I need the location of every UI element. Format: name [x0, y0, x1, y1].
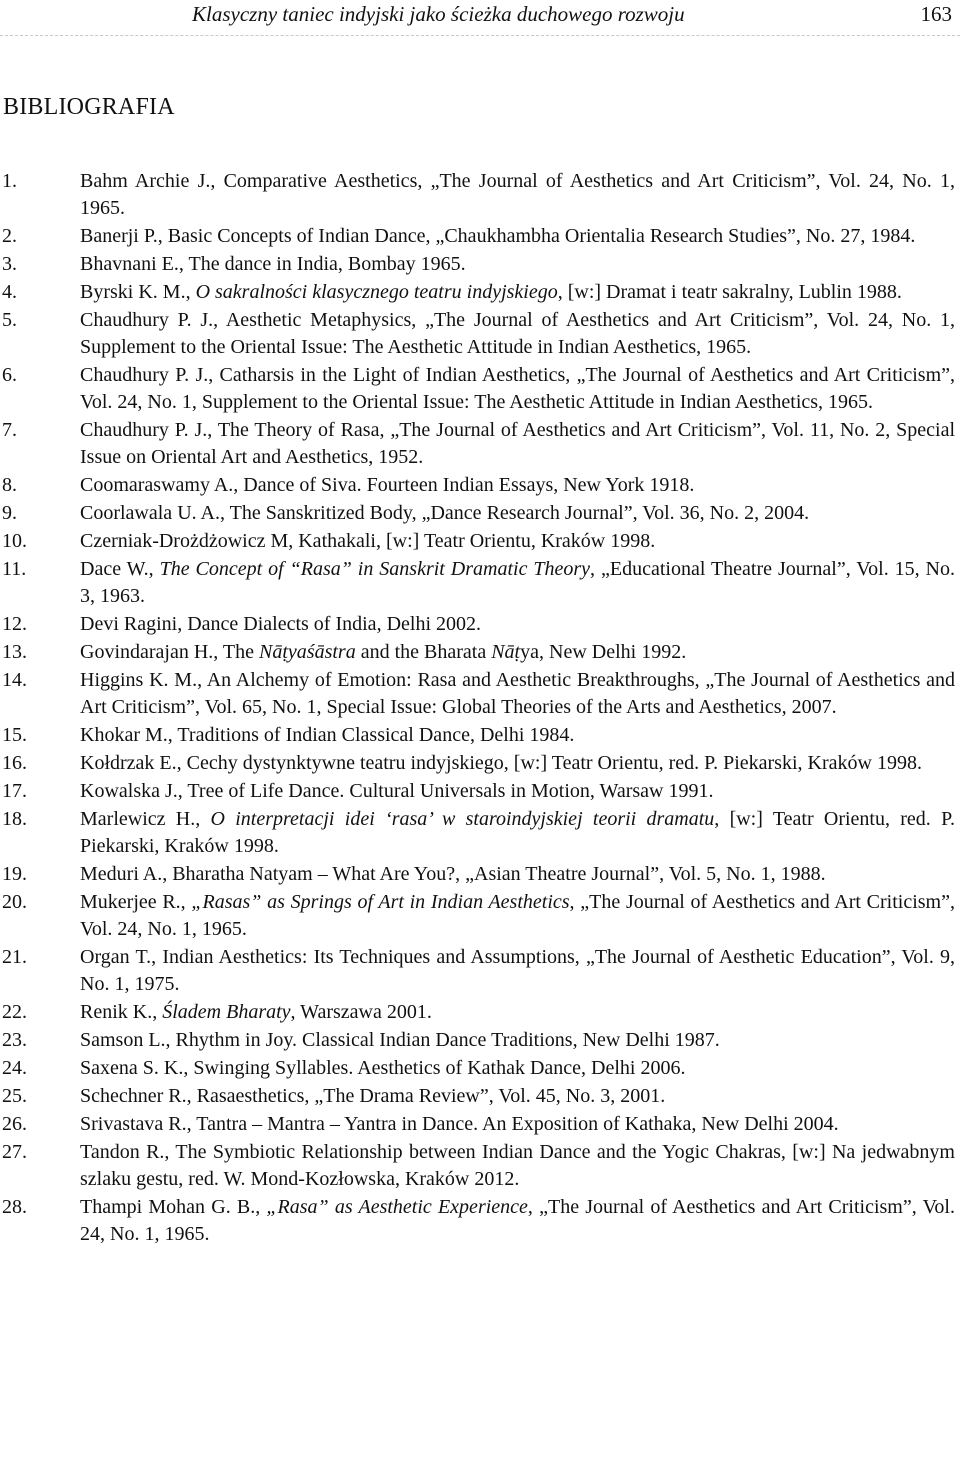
entry-text [80, 1057, 685, 1079]
section-heading: BIBLIOGRAFIA [3, 94, 175, 120]
entry-number: 6. [2, 364, 17, 386]
entry-text [80, 863, 826, 885]
entry-text [80, 808, 955, 857]
entry-text [80, 225, 915, 247]
bibliography-entry [0, 251, 955, 278]
entry-text [80, 253, 466, 275]
entry-number: 20. [2, 891, 27, 913]
entry-number: 18. [2, 808, 27, 830]
entry-text [80, 891, 955, 940]
entry-text-part: Chaudhury P. J., Aesthetic Metaphysics, „The Journal of Aesthetics and Art Criticism”, Vol. 24, No. 1, Supplement to the Oriental Issue: The Aesthetic Attitude in Indian Aesthetics, 1965. [80, 309, 955, 358]
bibliography-entry [0, 861, 955, 888]
entry-text-part: , „The Journal of Aesthetics and Art Criticism”, Vol. 24, No. 1, 1965. [80, 1196, 955, 1245]
entry-number: 26. [2, 1113, 27, 1135]
entry-text [80, 1085, 665, 1107]
bibliography-entry [0, 223, 955, 250]
bibliography-entry [0, 639, 955, 666]
bibliography-entry [0, 500, 955, 527]
entry-number: 25. [2, 1085, 27, 1107]
bibliography-entry [0, 362, 955, 416]
entry-text-part: Banerji P., Basic Concepts of Indian Dance, „Chaukhambha Orientalia Research Studies”, No. 27, 1984. [80, 225, 916, 247]
entry-italic-title: Nāṭ [491, 641, 521, 663]
entry-text [80, 1029, 720, 1051]
entry-text-part: Mukerjee R., [80, 891, 192, 913]
bibliography-entry [0, 279, 955, 306]
entry-number: 14. [2, 669, 27, 691]
entry-italic-title: Śladem Bharaty [162, 1001, 291, 1023]
entry-italic-title: O interpretacji idei ‘rasa’ w staroindyjskiej teorii dramatu [210, 808, 715, 830]
entry-number: 5. [2, 309, 17, 331]
bibliography-entry [0, 1111, 955, 1138]
entry-number: 3. [2, 253, 17, 275]
entry-italic-title: „Rasa” as Aesthetic Experience [266, 1196, 528, 1218]
entry-text [80, 1196, 955, 1245]
entry-number: 11. [2, 558, 27, 580]
entry-number: 2. [2, 225, 17, 247]
bibliography-entry [0, 307, 955, 361]
entry-text-part: Higgins K. M., An Alchemy of Emotion: Rasa and Aesthetic Breakthroughs, „The Journal of Aesthetics and Art Criticism”, Vol. 65, No. 1, Special Issue: Global Theories of the Arts and Aesthetics, 2007. [80, 669, 955, 718]
entry-text [80, 502, 809, 524]
entry-text [80, 1141, 955, 1190]
entry-number: 13. [2, 641, 27, 663]
entry-text-part: , [w:] Dramat i teatr sakralny, Lublin 1988. [557, 281, 902, 303]
entry-italic-title: O sakralności klasycznego teatru indyjskiego [195, 281, 558, 303]
entry-text-part: Kowalska J., Tree of Life Dance. Cultural Universals in Motion, Warsaw 1991. [80, 780, 714, 802]
bibliography-entry [0, 1055, 955, 1082]
entry-text-part: Meduri A., Bharatha Natyam – What Are You?, „Asian Theatre Journal”, Vol. 5, No. 1, 1988. [80, 863, 826, 885]
entry-text-part: Chaudhury P. J., The Theory of Rasa, „The Journal of Aesthetics and Art Criticism”, Vol. 11, No. 2, Special Issue on Oriental Art and Aesthetics, 1952. [80, 419, 955, 468]
entry-text-part: and the Bharata [355, 641, 492, 663]
entry-text-part: Bhavnani E., The dance in India, Bombay 1965. [80, 253, 466, 275]
entry-text-part: Govindarajan H., The [80, 641, 260, 663]
entry-number: 24. [2, 1057, 27, 1079]
entry-text-part: Organ T., Indian Aesthetics: Its Techniques and Assumptions, „The Journal of Aesthetic Education”, Vol. 9, No. 1, 1975. [80, 946, 955, 995]
entry-italic-title: The Concept of “Rasa” in Sanskrit Dramatic Theory [159, 558, 591, 580]
entry-text [80, 364, 955, 413]
bibliography-entry [0, 611, 955, 638]
bibliography-entry [0, 1139, 955, 1193]
bibliography-entry [0, 168, 955, 222]
entry-number: 10. [2, 530, 27, 552]
entry-text [80, 641, 686, 663]
entry-text [80, 780, 713, 802]
entry-number: 27. [2, 1141, 27, 1163]
bibliography-entry [0, 722, 955, 749]
entry-number: 8. [2, 474, 17, 496]
entry-text-part: Renik K., [80, 1001, 163, 1023]
entry-text [80, 281, 902, 303]
bibliography-entry [0, 750, 955, 777]
entry-text-part: Srivastava R., Tantra – Mantra – Yantra in Dance. An Exposition of Kathaka, New Delhi 2004. [80, 1113, 839, 1135]
entry-text-part: , „The Journal of Aesthetics and Art Criticism”, Vol. 24, No. 1, 1965. [80, 891, 955, 940]
entry-number: 12. [2, 613, 27, 635]
entry-text-part: Chaudhury P. J., Catharsis in the Light of Indian Aesthetics, „The Journal of Aesthetics and Art Criticism”, Vol. 24, No. 1, Supplement to the Oriental Issue: The Aesthetic Attitude in Indian Aesthetics, 1965. [80, 364, 955, 413]
entry-text [80, 530, 655, 552]
bibliography-entry [0, 778, 955, 805]
entry-number: 7. [2, 419, 17, 441]
header-divider [0, 35, 960, 36]
entry-number: 19. [2, 863, 27, 885]
entry-text-part: ya, New Delhi 1992. [520, 641, 687, 663]
entry-text-part: Khokar M., Traditions of Indian Classical Dance, Delhi 1984. [80, 724, 575, 746]
entry-text [80, 170, 955, 219]
entry-text-part: Czerniak-Drożdżowicz M, Kathakali, [w:] Teatr Orientu, Kraków 1998. [80, 530, 656, 552]
entry-text [80, 309, 955, 358]
entry-number: 21. [2, 946, 27, 968]
entry-text-part: , [w:] Teatr Orientu, red. P. Piekarski, Kraków 1998. [80, 808, 955, 857]
entry-number: 1. [2, 170, 17, 192]
entry-text [80, 1001, 432, 1023]
bibliography-entry [0, 1083, 955, 1110]
entry-text-part: Devi Ragini, Dance Dialects of India, Delhi 2002. [80, 613, 481, 635]
entry-text [80, 946, 955, 995]
bibliography-entry [0, 472, 955, 499]
bibliography-list [0, 168, 955, 1249]
bibliography-entry [0, 556, 955, 610]
bibliography-entry [0, 889, 955, 943]
entry-number: 4. [2, 281, 17, 303]
entry-number: 22. [2, 1001, 27, 1023]
page-number: 163 [920, 2, 952, 26]
bibliography-entry [0, 667, 955, 721]
bibliography-entry [0, 528, 955, 555]
entry-italic-title: „Rasas” as Springs of Art in Indian Aesthetics [191, 891, 570, 913]
entry-number: 17. [2, 780, 27, 802]
entry-text [80, 613, 481, 635]
entry-text-part: Dace W., [80, 558, 160, 580]
entry-text-part: Schechner R., Rasaesthetics, „The Drama Review”, Vol. 45, No. 3, 2001. [80, 1085, 666, 1107]
entry-text [80, 669, 955, 718]
running-title: Klasyczny taniec indyjski jako ścieżka duchowego rozwoju [192, 2, 685, 26]
entry-italic-title: Nāṭyaśāstra [259, 641, 356, 663]
entry-number: 28. [2, 1196, 27, 1218]
entry-text [80, 419, 955, 468]
running-header [0, 0, 960, 36]
entry-number: 23. [2, 1029, 27, 1051]
bibliography-entry [0, 806, 955, 860]
entry-text-part: Coomaraswamy A., Dance of Siva. Fourteen Indian Essays, New York 1918. [80, 474, 695, 496]
entry-text [80, 474, 694, 496]
entry-text-part: , „Educational Theatre Journal”, Vol. 15, No. 3, 1963. [80, 558, 955, 607]
entry-text-part: , Warszawa 2001. [290, 1001, 432, 1023]
entry-text-part: Bahm Archie J., Comparative Aesthetics, „The Journal of Aesthetics and Art Criticism”, Vol. 24, No. 1, 1965. [80, 170, 955, 219]
bibliography-entry [0, 944, 955, 998]
entry-text [80, 752, 922, 774]
entry-text [80, 558, 955, 607]
entry-text-part: Kołdrzak E., Cechy dystynktywne teatru indyjskiego, [w:] Teatr Orientu, red. P. Piekarski, Kraków 1998. [80, 752, 922, 774]
bibliography-entry [0, 417, 955, 471]
entry-number: 16. [2, 752, 27, 774]
entry-text-part: Marlewicz H., [80, 808, 211, 830]
entry-number: 9. [2, 502, 17, 524]
entry-text-part: Coorlawala U. A., The Sanskritized Body, „Dance Research Journal”, Vol. 36, No. 2, 2004. [80, 502, 810, 524]
entry-number: 15. [2, 724, 27, 746]
entry-text-part: Tandon R., The Symbiotic Relationship between Indian Dance and the Yogic Chakras, [w:] Na jedwabnym szlaku gestu, red. W. Mond-Kozłowska, Kraków 2012. [80, 1141, 955, 1190]
entry-text [80, 1113, 839, 1135]
entry-text-part: Thampi Mohan G. B., [80, 1196, 267, 1218]
bibliography-entry [0, 1194, 955, 1248]
entry-text-part: Byrski K. M., [80, 281, 196, 303]
entry-text-part: Samson L., Rhythm in Joy. Classical Indian Dance Traditions, New Delhi 1987. [80, 1029, 720, 1051]
bibliography-entry [0, 1027, 955, 1054]
entry-text [80, 724, 574, 746]
entry-text-part: Saxena S. K., Swinging Syllables. Aesthetics of Kathak Dance, Delhi 2006. [80, 1057, 686, 1079]
bibliography-entry [0, 999, 955, 1026]
